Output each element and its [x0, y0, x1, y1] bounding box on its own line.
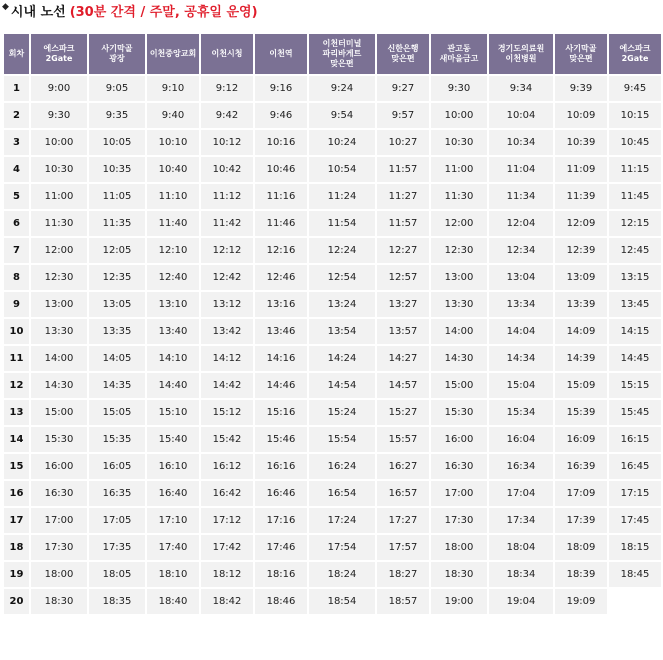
departure-time: 9:30 — [431, 76, 487, 101]
departure-time: 11:09 — [555, 157, 607, 182]
departure-time: 18:24 — [309, 562, 375, 587]
departure-time: 15:35 — [89, 427, 145, 452]
trip-number: 18 — [4, 535, 29, 560]
departure-time: 12:30 — [431, 238, 487, 263]
departure-time: 19:09 — [555, 589, 607, 614]
departure-time: 18:00 — [31, 562, 87, 587]
departure-time: 14:30 — [431, 346, 487, 371]
departure-time: 17:42 — [201, 535, 253, 560]
departure-time: 11:40 — [147, 211, 199, 236]
departure-time: 18:40 — [147, 589, 199, 614]
departure-time: 15:34 — [489, 400, 553, 425]
trip-number: 14 — [4, 427, 29, 452]
departure-time: 15:39 — [555, 400, 607, 425]
departure-time: 16:15 — [609, 427, 661, 452]
departure-time: 16:00 — [31, 454, 87, 479]
departure-time: 10:24 — [309, 130, 375, 155]
departure-time: 11:30 — [31, 211, 87, 236]
departure-time: 18:42 — [201, 589, 253, 614]
departure-time: 10:04 — [489, 103, 553, 128]
departure-time: 14:00 — [431, 319, 487, 344]
departure-time: 15:24 — [309, 400, 375, 425]
table-row — [4, 130, 661, 155]
departure-time: 10:54 — [309, 157, 375, 182]
trip-number: 17 — [4, 508, 29, 533]
departure-time: 12:57 — [377, 265, 429, 290]
table-row — [4, 265, 661, 290]
departure-time: 11:35 — [89, 211, 145, 236]
header-stop-4: 이천시청 — [201, 34, 253, 74]
departure-time: 11:46 — [255, 211, 307, 236]
departure-time: 14:35 — [89, 373, 145, 398]
departure-time: 9:46 — [255, 103, 307, 128]
departure-time: 15:12 — [201, 400, 253, 425]
table-row — [4, 103, 661, 128]
departure-time: 9:42 — [201, 103, 253, 128]
departure-time: 18:57 — [377, 589, 429, 614]
departure-time: 9:34 — [489, 76, 553, 101]
departure-time: 17:00 — [431, 481, 487, 506]
trip-number: 10 — [4, 319, 29, 344]
header-stop-10: 사기막골 맞은편 — [555, 34, 607, 74]
departure-time: 11:00 — [31, 184, 87, 209]
departure-time: 17:05 — [89, 508, 145, 533]
departure-time: 13:39 — [555, 292, 607, 317]
departure-time: 15:54 — [309, 427, 375, 452]
departure-time: 18:00 — [431, 535, 487, 560]
departure-time: 12:09 — [555, 211, 607, 236]
departure-time: 14:27 — [377, 346, 429, 371]
departure-time: 12:34 — [489, 238, 553, 263]
departure-time: 15:00 — [31, 400, 87, 425]
trip-number: 3 — [4, 130, 29, 155]
departure-time: 11:30 — [431, 184, 487, 209]
table-row — [4, 400, 661, 425]
departure-time: 13:15 — [609, 265, 661, 290]
departure-time: 9:27 — [377, 76, 429, 101]
departure-time: 17:10 — [147, 508, 199, 533]
departure-time: 13:16 — [255, 292, 307, 317]
departure-time: 11:00 — [431, 157, 487, 182]
departure-time: 17:27 — [377, 508, 429, 533]
departure-time: 13:24 — [309, 292, 375, 317]
departure-time: 12:27 — [377, 238, 429, 263]
departure-time — [609, 589, 661, 614]
departure-time: 11:39 — [555, 184, 607, 209]
departure-time: 15:45 — [609, 400, 661, 425]
departure-time: 14:34 — [489, 346, 553, 371]
departure-time: 12:54 — [309, 265, 375, 290]
departure-time: 15:00 — [431, 373, 487, 398]
departure-time: 12:24 — [309, 238, 375, 263]
departure-time: 10:00 — [31, 130, 87, 155]
departure-time: 14:05 — [89, 346, 145, 371]
departure-time: 13:12 — [201, 292, 253, 317]
departure-time: 14:04 — [489, 319, 553, 344]
departure-time: 16:30 — [431, 454, 487, 479]
departure-time: 16:34 — [489, 454, 553, 479]
departure-time: 13:57 — [377, 319, 429, 344]
departure-time: 10:15 — [609, 103, 661, 128]
departure-time: 11:12 — [201, 184, 253, 209]
departure-time: 11:05 — [89, 184, 145, 209]
trip-number: 13 — [4, 400, 29, 425]
departure-time: 9:05 — [89, 76, 145, 101]
diamond-bullet-icon: ◆ — [2, 2, 9, 12]
departure-time: 18:46 — [255, 589, 307, 614]
departure-time: 13:30 — [431, 292, 487, 317]
departure-time: 18:12 — [201, 562, 253, 587]
trip-number: 6 — [4, 211, 29, 236]
departure-time: 9:00 — [31, 76, 87, 101]
departure-time: 12:30 — [31, 265, 87, 290]
departure-time: 16:45 — [609, 454, 661, 479]
departure-time: 9:10 — [147, 76, 199, 101]
departure-time: 15:40 — [147, 427, 199, 452]
departure-time: 16:54 — [309, 481, 375, 506]
departure-time: 18:15 — [609, 535, 661, 560]
departure-time: 12:15 — [609, 211, 661, 236]
departure-time: 16:04 — [489, 427, 553, 452]
departure-time: 14:54 — [309, 373, 375, 398]
departure-time: 12:40 — [147, 265, 199, 290]
trip-number: 11 — [4, 346, 29, 371]
departure-time: 9:35 — [89, 103, 145, 128]
departure-time: 16:05 — [89, 454, 145, 479]
departure-time: 13:05 — [89, 292, 145, 317]
departure-time: 15:57 — [377, 427, 429, 452]
departure-time: 11:57 — [377, 211, 429, 236]
departure-time: 12:12 — [201, 238, 253, 263]
table-row — [4, 427, 661, 452]
departure-time: 12:39 — [555, 238, 607, 263]
table-row — [4, 319, 661, 344]
departure-time: 16:12 — [201, 454, 253, 479]
departure-time: 13:10 — [147, 292, 199, 317]
departure-time: 18:27 — [377, 562, 429, 587]
departure-time: 10:09 — [555, 103, 607, 128]
departure-time: 9:57 — [377, 103, 429, 128]
departure-time: 12:00 — [31, 238, 87, 263]
header-stop-11: 에스파크 2Gate — [609, 34, 661, 74]
departure-time: 12:16 — [255, 238, 307, 263]
departure-time: 10:00 — [431, 103, 487, 128]
departure-time: 9:40 — [147, 103, 199, 128]
trip-number: 1 — [4, 76, 29, 101]
departure-time: 11:15 — [609, 157, 661, 182]
table-row — [4, 508, 661, 533]
departure-time: 14:15 — [609, 319, 661, 344]
departure-time: 15:04 — [489, 373, 553, 398]
table-row — [4, 211, 661, 236]
table-row — [4, 373, 661, 398]
header-stop-7: 신한은행 맞은편 — [377, 34, 429, 74]
departure-time: 15:16 — [255, 400, 307, 425]
departure-time: 13:54 — [309, 319, 375, 344]
departure-time: 13:42 — [201, 319, 253, 344]
trip-number: 12 — [4, 373, 29, 398]
departure-time: 16:10 — [147, 454, 199, 479]
header-stop-1: 에스파크 2Gate — [31, 34, 87, 74]
departure-time: 18:30 — [431, 562, 487, 587]
departure-time: 16:30 — [31, 481, 87, 506]
departure-time: 9:54 — [309, 103, 375, 128]
departure-time: 13:30 — [31, 319, 87, 344]
departure-time: 16:16 — [255, 454, 307, 479]
departure-time: 11:27 — [377, 184, 429, 209]
departure-time: 15:10 — [147, 400, 199, 425]
departure-time: 11:45 — [609, 184, 661, 209]
timetable-header — [4, 34, 661, 74]
departure-time: 14:10 — [147, 346, 199, 371]
departure-time: 15:42 — [201, 427, 253, 452]
departure-time: 14:57 — [377, 373, 429, 398]
departure-time: 16:24 — [309, 454, 375, 479]
departure-time: 18:10 — [147, 562, 199, 587]
departure-time: 11:42 — [201, 211, 253, 236]
header-stop-3: 이천중앙교회 — [147, 34, 199, 74]
trip-number: 8 — [4, 265, 29, 290]
departure-time: 9:39 — [555, 76, 607, 101]
departure-time: 14:30 — [31, 373, 87, 398]
departure-time: 13:45 — [609, 292, 661, 317]
departure-time: 9:16 — [255, 76, 307, 101]
departure-time: 11:34 — [489, 184, 553, 209]
table-row — [4, 157, 661, 182]
departure-time: 16:46 — [255, 481, 307, 506]
departure-time: 17:09 — [555, 481, 607, 506]
departure-time: 18:05 — [89, 562, 145, 587]
header-stop-9: 경기도의료원 이천병원 — [489, 34, 553, 74]
departure-time: 13:09 — [555, 265, 607, 290]
departure-time: 12:46 — [255, 265, 307, 290]
departure-time: 11:10 — [147, 184, 199, 209]
departure-time: 15:30 — [431, 400, 487, 425]
header-trip-number: 회차 — [4, 34, 29, 74]
departure-time: 10:40 — [147, 157, 199, 182]
departure-time: 15:05 — [89, 400, 145, 425]
departure-time: 12:04 — [489, 211, 553, 236]
departure-time: 12:42 — [201, 265, 253, 290]
departure-time: 17:54 — [309, 535, 375, 560]
departure-time: 18:35 — [89, 589, 145, 614]
table-row — [4, 184, 661, 209]
departure-time: 13:35 — [89, 319, 145, 344]
departure-time: 12:05 — [89, 238, 145, 263]
departure-time: 17:34 — [489, 508, 553, 533]
header-stop-6: 이천터미널 파리바게트 맞은편 — [309, 34, 375, 74]
table-row — [4, 238, 661, 263]
departure-time: 16:00 — [431, 427, 487, 452]
trip-number: 7 — [4, 238, 29, 263]
departure-time: 10:10 — [147, 130, 199, 155]
departure-time: 15:15 — [609, 373, 661, 398]
departure-time: 11:24 — [309, 184, 375, 209]
departure-time: 18:04 — [489, 535, 553, 560]
departure-time: 9:24 — [309, 76, 375, 101]
page-heading — [2, 2, 258, 24]
header-row — [4, 34, 661, 74]
trip-number: 20 — [4, 589, 29, 614]
departure-time: 10:45 — [609, 130, 661, 155]
departure-time: 10:30 — [431, 130, 487, 155]
departure-time: 10:35 — [89, 157, 145, 182]
departure-time: 17:24 — [309, 508, 375, 533]
departure-time: 16:27 — [377, 454, 429, 479]
departure-time: 10:16 — [255, 130, 307, 155]
departure-time: 14:39 — [555, 346, 607, 371]
trip-number: 5 — [4, 184, 29, 209]
header-stop-5: 이천역 — [255, 34, 307, 74]
departure-time: 16:09 — [555, 427, 607, 452]
header-stop-8: 관고동 새마을금고 — [431, 34, 487, 74]
page-title: 시내 노선 — [10, 5, 66, 20]
departure-time: 17:45 — [609, 508, 661, 533]
departure-time: 18:34 — [489, 562, 553, 587]
table-row — [4, 589, 661, 614]
departure-time: 13:46 — [255, 319, 307, 344]
departure-time: 19:04 — [489, 589, 553, 614]
table-row — [4, 346, 661, 371]
departure-time: 17:00 — [31, 508, 87, 533]
departure-time: 16:42 — [201, 481, 253, 506]
departure-time: 9:12 — [201, 76, 253, 101]
departure-time: 10:12 — [201, 130, 253, 155]
departure-time: 18:39 — [555, 562, 607, 587]
departure-time: 18:54 — [309, 589, 375, 614]
departure-time: 18:09 — [555, 535, 607, 560]
trip-number: 15 — [4, 454, 29, 479]
departure-time: 11:16 — [255, 184, 307, 209]
table-row — [4, 535, 661, 560]
departure-time: 16:39 — [555, 454, 607, 479]
departure-time: 17:12 — [201, 508, 253, 533]
departure-time: 9:30 — [31, 103, 87, 128]
departure-time: 10:46 — [255, 157, 307, 182]
departure-time: 13:04 — [489, 265, 553, 290]
table-row — [4, 292, 661, 317]
departure-time: 16:57 — [377, 481, 429, 506]
trip-number: 9 — [4, 292, 29, 317]
departure-time: 17:57 — [377, 535, 429, 560]
departure-time: 10:39 — [555, 130, 607, 155]
departure-time: 18:45 — [609, 562, 661, 587]
departure-time: 11:04 — [489, 157, 553, 182]
trip-number: 4 — [4, 157, 29, 182]
departure-time: 14:16 — [255, 346, 307, 371]
departure-time: 14:42 — [201, 373, 253, 398]
departure-time: 15:09 — [555, 373, 607, 398]
departure-time: 17:30 — [431, 508, 487, 533]
departure-time: 12:35 — [89, 265, 145, 290]
table-row — [4, 454, 661, 479]
departure-time: 10:42 — [201, 157, 253, 182]
departure-time: 17:16 — [255, 508, 307, 533]
departure-time: 17:40 — [147, 535, 199, 560]
departure-time: 12:00 — [431, 211, 487, 236]
departure-time: 13:34 — [489, 292, 553, 317]
table-row — [4, 76, 661, 101]
departure-time: 17:30 — [31, 535, 87, 560]
departure-time: 14:09 — [555, 319, 607, 344]
departure-time: 10:30 — [31, 157, 87, 182]
departure-time: 15:30 — [31, 427, 87, 452]
table-row — [4, 481, 661, 506]
departure-time: 17:35 — [89, 535, 145, 560]
departure-time: 13:40 — [147, 319, 199, 344]
departure-time: 13:27 — [377, 292, 429, 317]
departure-time: 19:00 — [431, 589, 487, 614]
header-stop-2: 사기막골 광장 — [89, 34, 145, 74]
departure-time: 14:00 — [31, 346, 87, 371]
departure-time: 11:54 — [309, 211, 375, 236]
departure-time: 16:35 — [89, 481, 145, 506]
departure-time: 13:00 — [31, 292, 87, 317]
departure-time: 14:12 — [201, 346, 253, 371]
departure-time: 17:39 — [555, 508, 607, 533]
departure-time: 15:27 — [377, 400, 429, 425]
timetable-body — [4, 76, 661, 614]
trip-number: 16 — [4, 481, 29, 506]
table-row — [4, 562, 661, 587]
departure-time: 18:16 — [255, 562, 307, 587]
bus-timetable — [2, 32, 663, 616]
departure-time: 17:04 — [489, 481, 553, 506]
departure-time: 18:30 — [31, 589, 87, 614]
departure-time: 14:24 — [309, 346, 375, 371]
page-subtitle: (30분 간격 / 주말, 공휴일 운영) — [69, 5, 258, 20]
departure-time: 9:45 — [609, 76, 661, 101]
departure-time: 14:46 — [255, 373, 307, 398]
departure-time: 13:00 — [431, 265, 487, 290]
trip-number: 2 — [4, 103, 29, 128]
departure-time: 14:45 — [609, 346, 661, 371]
departure-time: 12:45 — [609, 238, 661, 263]
departure-time: 17:46 — [255, 535, 307, 560]
departure-time: 10:27 — [377, 130, 429, 155]
departure-time: 15:46 — [255, 427, 307, 452]
departure-time: 14:40 — [147, 373, 199, 398]
departure-time: 17:15 — [609, 481, 661, 506]
departure-time: 10:05 — [89, 130, 145, 155]
departure-time: 16:40 — [147, 481, 199, 506]
departure-time: 10:34 — [489, 130, 553, 155]
trip-number: 19 — [4, 562, 29, 587]
departure-time: 11:57 — [377, 157, 429, 182]
departure-time: 12:10 — [147, 238, 199, 263]
